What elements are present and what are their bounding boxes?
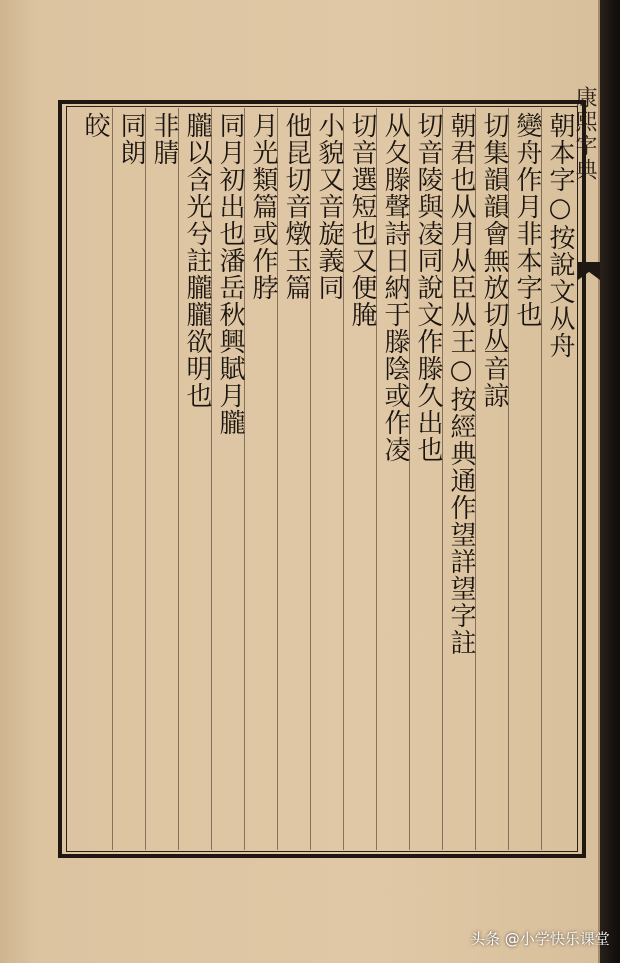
text-column-3: 切集韻韻會無放切丛音諒 — [479, 112, 509, 409]
running-title: 康熙字典 — [572, 86, 597, 182]
text-column-13: 非腈 — [149, 112, 179, 166]
text-column-10: 月光類篇或作脖 — [248, 112, 278, 301]
book-spine — [600, 0, 620, 963]
text-column-11: 同月初出也潘岳秋興賦月朧 — [215, 112, 245, 436]
text-column-4: 朝君也从月从臣从王○按經典通作望詳望字註 — [446, 112, 476, 656]
text-column-7: 切音選短也又便腌 — [347, 112, 377, 328]
text-column-6: 从夂滕聲詩日納于滕陰或作凌 — [380, 112, 410, 463]
watermark: 头条 @小学快乐课堂 — [470, 930, 610, 948]
text-column-9: 他昆切音燉玉篇 — [281, 112, 311, 301]
text-column-12: 朧以含光兮註朧朧欲明也 — [182, 112, 212, 409]
text-column-2: 變舟作月非本字也 — [512, 112, 542, 328]
text-column-1: 朝本字○按說文从舟 — [545, 112, 575, 359]
text-column-14: 同朗 — [116, 112, 146, 166]
text-column-15: 皎 — [80, 112, 110, 139]
text-column-5: 切音陵與凌同說文作滕久出也 — [413, 112, 443, 463]
column-divider — [112, 108, 113, 850]
text-column-8: 小貌又音旋義同 — [314, 112, 344, 301]
